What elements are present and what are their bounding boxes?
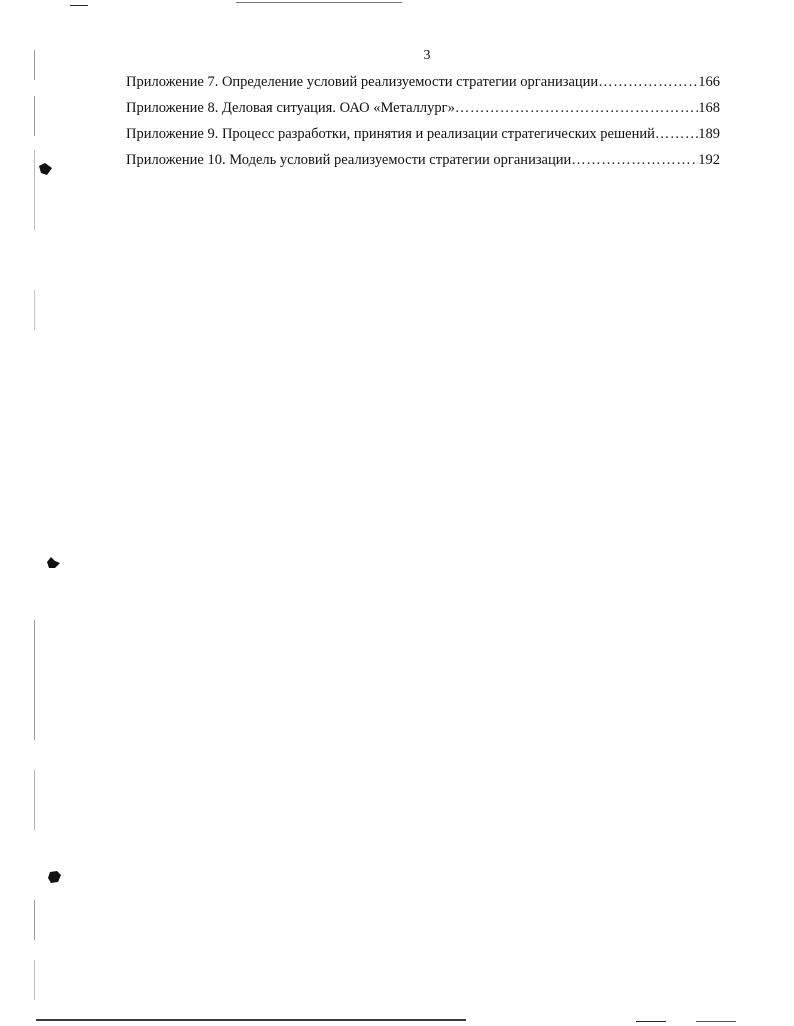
margin-line [34, 900, 35, 940]
binder-hole-mark [47, 870, 63, 884]
binder-hole-mark [45, 556, 61, 570]
toc-leader-dots [455, 100, 698, 117]
toc-leader-dots [655, 126, 698, 143]
toc-entry [126, 74, 720, 100]
scan-edge-top [236, 2, 402, 3]
scan-edge-bottom-right-2 [696, 1021, 736, 1022]
margin-line [34, 96, 35, 136]
table-of-contents [126, 74, 720, 178]
scan-edge-bottom-right [636, 1021, 666, 1022]
binder-hole-mark [38, 162, 54, 176]
margin-line [34, 960, 35, 1000]
toc-entry [126, 100, 720, 126]
toc-entry-title: Приложение 7. Определение условий реализуемости стратегии организации [126, 74, 599, 90]
toc-entry-page: 168 [698, 100, 720, 116]
page-number: 3 [423, 48, 431, 63]
toc-entry-page: 166 [698, 74, 720, 90]
margin-line [34, 770, 35, 830]
toc-entry-page: 192 [698, 152, 720, 168]
margin-line [34, 290, 35, 330]
toc-entry-title: Приложение 9. Процесс разработки, принятия и реализации стратегических решений [126, 126, 655, 142]
margin-line [34, 620, 35, 740]
margin-line [34, 150, 35, 230]
toc-leader-dots [598, 74, 698, 91]
toc-leader-dots [571, 152, 698, 169]
toc-entry-page: 189 [698, 126, 720, 142]
scan-edge-bottom [36, 1019, 466, 1021]
scan-edge-top-left [70, 5, 88, 6]
toc-entry [126, 126, 720, 152]
toc-entry-title: Приложение 8. Деловая ситуация. ОАО «Металлург» [126, 100, 455, 116]
toc-entry-title: Приложение 10. Модель условий реализуемости стратегии организации [126, 152, 572, 168]
toc-entry [126, 152, 720, 178]
